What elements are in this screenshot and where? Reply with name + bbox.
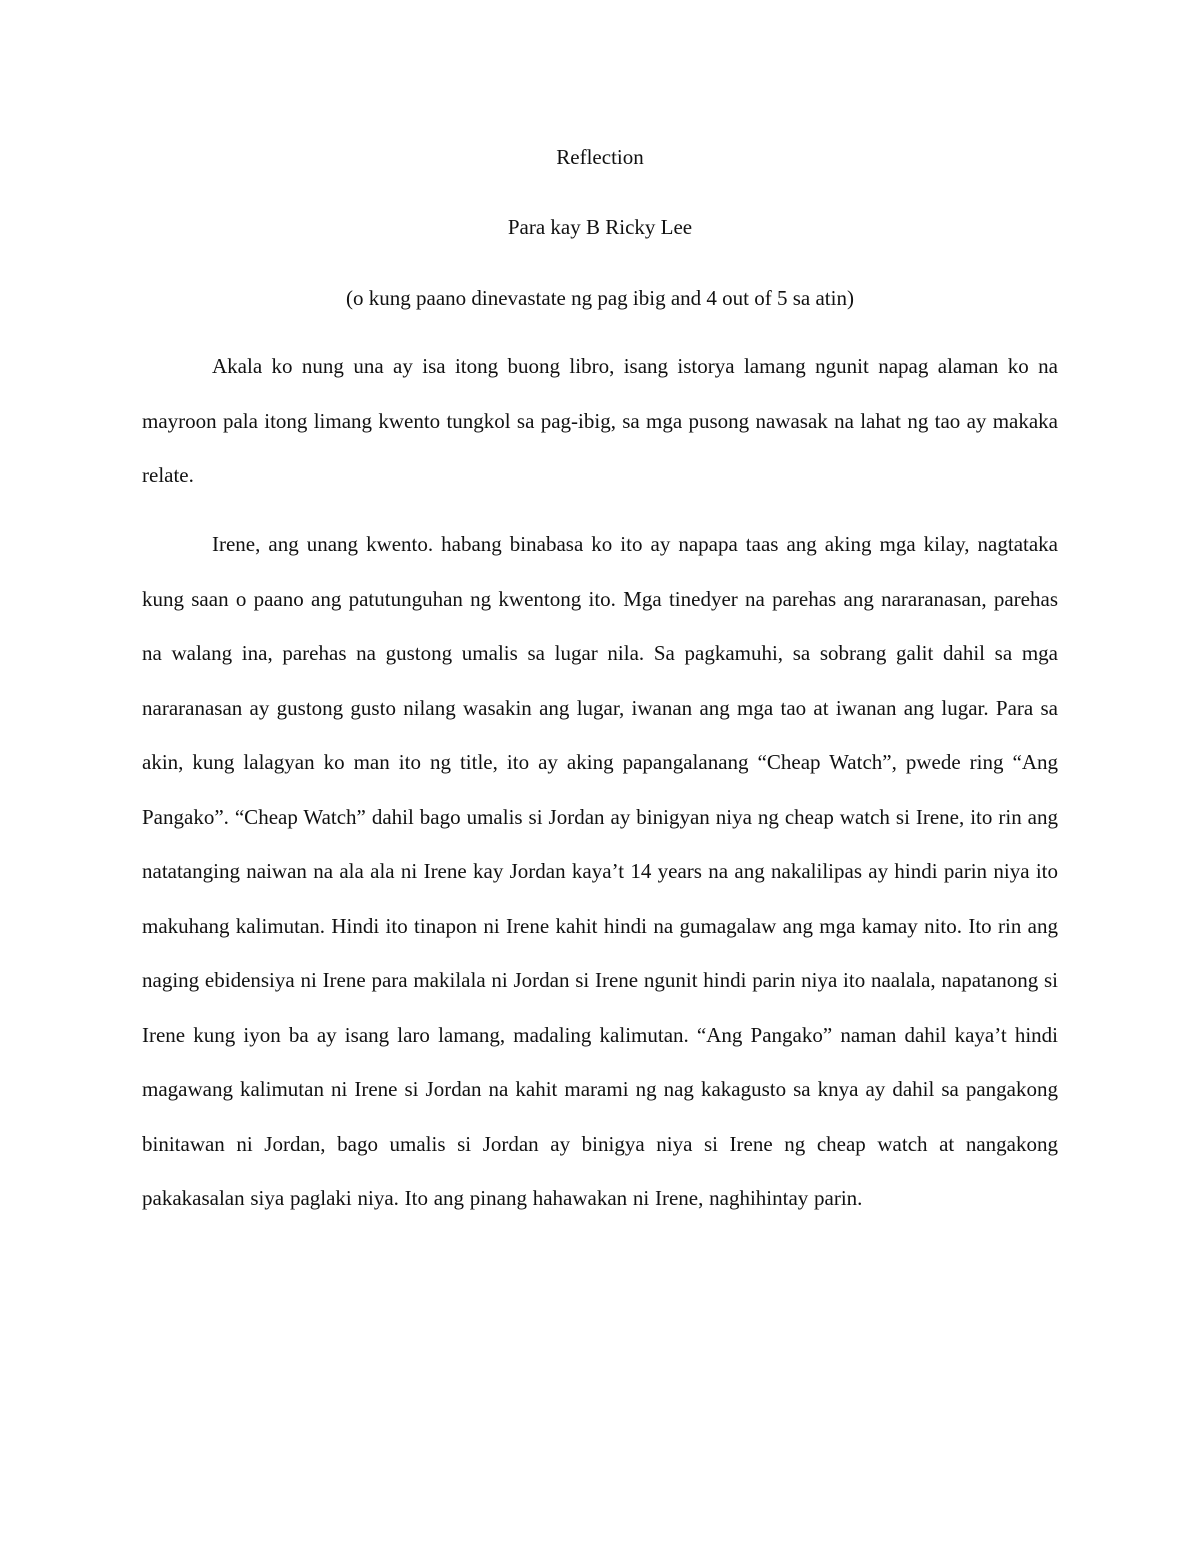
body-paragraph-1: Akala ko nung una ay isa itong buong libro, isang istorya lamang ngunit napag alaman ko na mayroon pala itong limang kwento tungkol sa pag-ibig, sa mga pusong nawasak na lahat ng tao ay makaka relate. xyxy=(142,354,1058,487)
document-title: Reflection xyxy=(556,145,644,169)
document-subtitle: Para kay B Ricky Lee xyxy=(507,215,693,239)
document-tagline: (o kung paano dinevastate ng pag ibig and 4 out of 5 sa atin) xyxy=(346,286,854,310)
body-paragraph-2: Irene, ang unang kwento. habang binabasa ko ito ay napapa taas ang aking mga kilay, nagtataka kung saan o paano ang patutunguhan ng kwentong ito. Mga tinedyer na parehas ang nararanasan, parehas na walang ina, parehas na gustong umalis sa lugar nila. Sa pagkamuhi, sa sobrang galit dahil sa mga nararanasan ay gustong gusto nilang wasakin ang lugar, iwanan ang mga tao at iwanan ang lugar. Para sa akin, kung lalagyan ko man ito ng title, ito ay aking papangalanang “Cheap Watch”, pwede ring “Ang Pangako”. “Cheap Watch” dahil bago umalis si Jordan ay binigyan niya ng cheap watch si Irene, ito rin ang natatanging naiwan na ala ala ni Irene kay Jordan kaya’t 14 years na ang nakalilipas ay hindi parin niya ito makuhang kalimutan. Hindi ito tinapon ni Irene kahit hindi na gumagalaw ang mga kamay nito. Ito rin ang naging ebidensiya ni Irene para makilala ni Jordan si Irene ngunit hindi parin niya ito naalala, napatanong si Irene kung iyon ba ay isang laro lamang, madaling kalimutan. “Ang Pangako” naman dahil kaya’t hindi magawang kalimutan ni Irene si Jordan na kahit marami ng nag kakagusto sa knya ay dahil sa pangakong binitawan ni Jordan, bago umalis si Jordan ay binigya niya si Irene ng cheap watch at nangakong pakakasalan siya paglaki niya. Ito ang pinang hahawakan ni Irene, naghihintay parin. xyxy=(142,532,1058,1210)
